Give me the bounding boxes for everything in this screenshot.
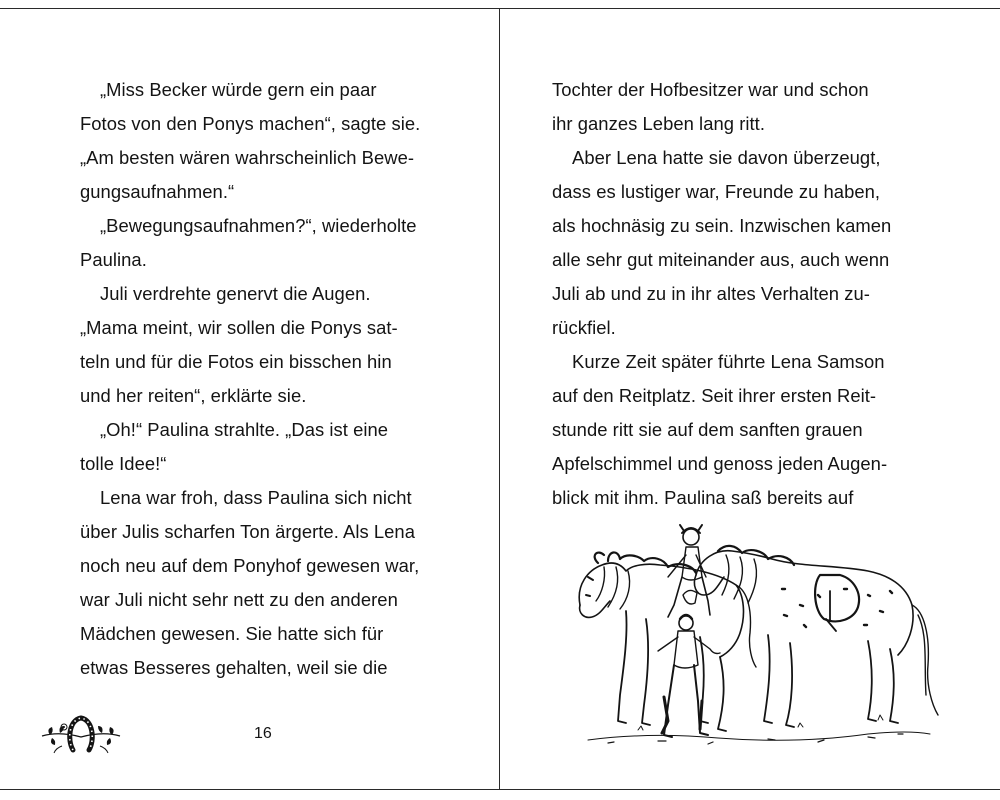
text-line: blick mit ihm. Paulina saß bereits auf	[552, 487, 854, 508]
text-line: dass es lustiger war, Freunde zu haben,	[552, 181, 881, 202]
text-line: „Am besten wären wahrscheinlich Bewe-	[80, 147, 415, 168]
text-line: „Oh!“ Paulina strahlte. „Das ist eine	[100, 419, 389, 440]
text-line: Tochter der Hofbesitzer war und schon	[552, 79, 869, 100]
text-line: Fotos von den Ponys machen“, sagte sie.	[80, 113, 421, 134]
page-gutter	[499, 8, 500, 790]
text-line: über Julis scharfen Ton ärgerte. Als Lena	[80, 521, 415, 542]
text-line: ihr ganzes Leben lang ritt.	[552, 113, 765, 134]
text-line: „Miss Becker würde gern ein paar	[100, 79, 377, 100]
text-line: gungsaufnahmen.“	[80, 181, 235, 202]
text-line: „Bewegungsaufnahmen?“, wiederholte	[100, 215, 417, 236]
ponies-illustration	[568, 515, 940, 765]
text-line: tolle Idee!“	[80, 453, 167, 474]
text-line: etwas Besseres gehalten, weil sie die	[80, 657, 388, 678]
text-line: Aber Lena hatte sie davon überzeugt,	[572, 147, 881, 168]
text-line: Kurze Zeit später führte Lena Samson	[572, 351, 885, 372]
text-line: stunde ritt sie auf dem sanften grauen	[552, 419, 863, 440]
text-line: alle sehr gut miteinander aus, auch wenn	[552, 249, 890, 270]
text-line: und her reiten“, erklärte sie.	[80, 385, 307, 406]
text-line: Juli verdrehte genervt die Augen.	[100, 283, 371, 304]
page-number: 16	[254, 725, 272, 742]
text-line: rückfiel.	[552, 317, 616, 338]
text-line: noch neu auf dem Ponyhof gewesen war,	[80, 555, 420, 576]
text-line: Apfelschimmel und genoss jeden Augen-	[552, 453, 888, 474]
text-line: „Mama meint, wir sollen die Ponys sat-	[80, 317, 398, 338]
text-line: Paulina.	[80, 249, 147, 270]
text-line: als hochnäsig zu sein. Inzwischen kamen	[552, 215, 892, 236]
text-line: Mädchen gewesen. Sie hatte sich für	[80, 623, 384, 644]
text-line: Lena war froh, dass Paulina sich nicht	[100, 487, 412, 508]
text-line: war Juli nicht sehr nett zu den anderen	[80, 589, 398, 610]
text-line: teln und für die Fotos ein bisschen hin	[80, 351, 392, 372]
text-line: Juli ab und zu in ihr altes Verhalten zu-	[552, 283, 870, 304]
horseshoe-flower-icon	[40, 710, 122, 756]
text-line: auf den Reitplatz. Seit ihrer ersten Reit-	[552, 385, 877, 406]
